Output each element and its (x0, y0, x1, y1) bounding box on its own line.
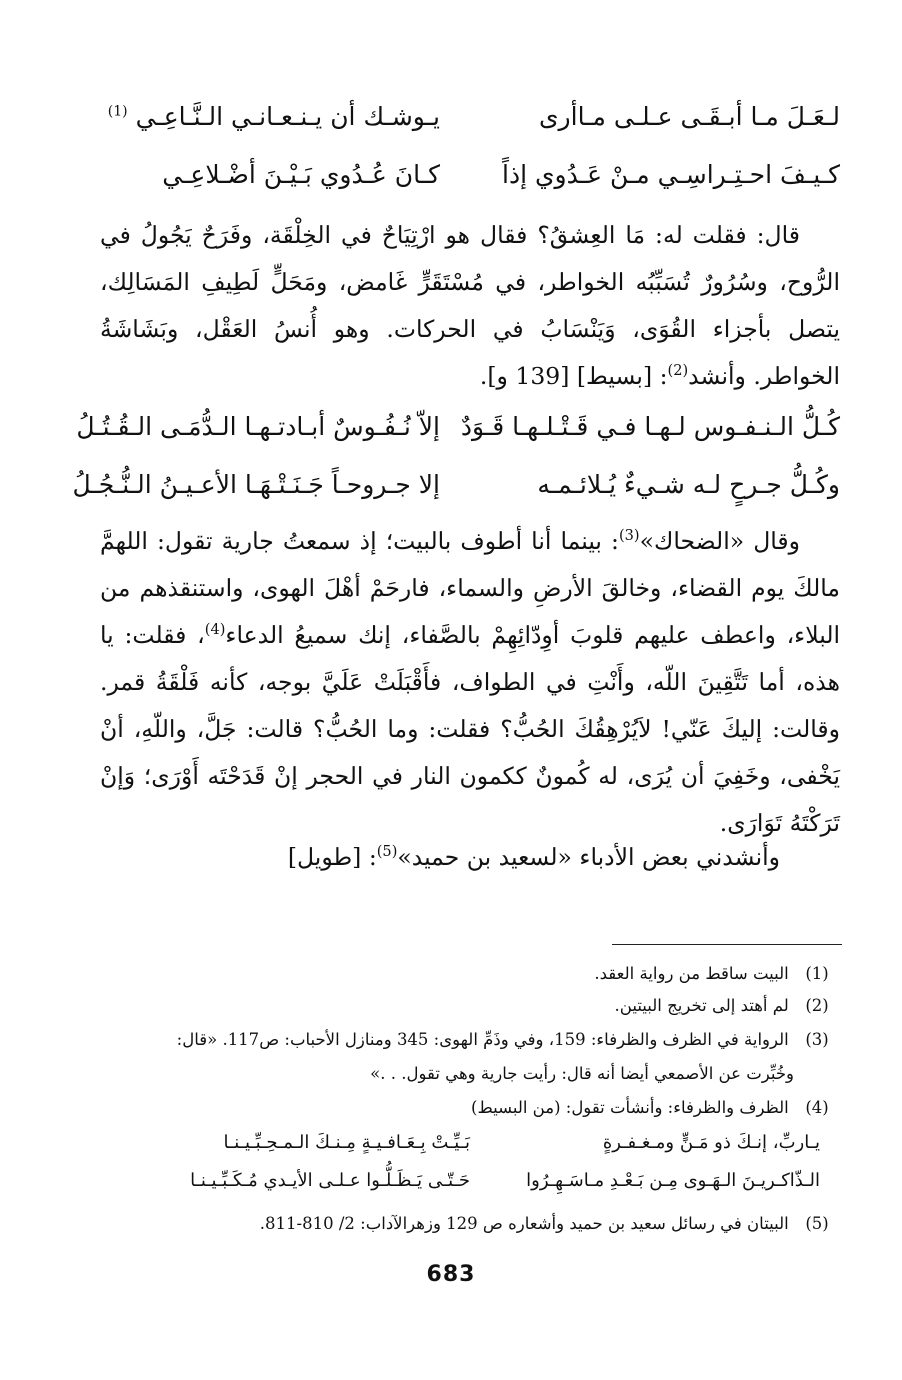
verse-hemistich: يـوشـك أن يـنـعـانـي الـنَّـاعِـي (135, 101, 440, 131)
verse-hemistich: إلاّ نُـفُـوسٌ أبـادتـهـا الـدُّمَـى الـقُـتُـلُ (76, 411, 440, 441)
footnote-number: (4) (805, 1098, 829, 1117)
footnote-ref[interactable]: (5) (376, 843, 398, 861)
verse-hemistich: يـاربِّ، إنـكَ ذو مَـنٍّ ومـغـفـرةٍ (602, 1132, 820, 1153)
footnote-ref[interactable]: (1) (107, 103, 128, 120)
verse-hemistich: كـيـفَ احـتِـراسِـي مـنْ عَـدُوي إذاً (502, 159, 840, 189)
verse-hemistich: كُـلُّ الـنـفـوس لـهـا فـي قَـتْـلـهـا قَـوَدٌ (460, 411, 840, 441)
paragraph-text: ، فقلت: يا هذه، أما تَتَّقِينَ اللّه، وأَنْتِ في الطواف، فأَقْبَلَتْ عَلَيَّ بوجه، كأنه فَلْقَةُ قمر. وقالت: إليكَ عَنّي! لاَيُرْهِقُكَ الحُبُّ؟ فقلت: وما الحُبُّ؟ قالت: جَلَّ، واللّهِ، أنْ يَخْفى، وخَفِيَ أن يُرَى، له كُمونٌ ككمون النار في الحجر إنْ قَدَحْتَه أَوْرَى؛ وَإنْ تَرَكْتَهُ تَوَارَى. (100, 621, 840, 837)
footnote-1 (100, 958, 840, 990)
verse-hemistich: الـذّاكـريـنَ الـهَـوى مِـن بَـعْـدِ مـاسَـهِـرُوا (526, 1170, 820, 1191)
verse-line-3 (76, 398, 840, 454)
verse-hemistich: حَـتّـى يَـظَـلُّـوا عـلـى الأيـدي مُـكَـبِّـيـنـا (190, 1170, 470, 1191)
verse-line-4 (72, 456, 840, 512)
footnote-3 (100, 1024, 840, 1056)
footnote-verse-1 (100, 1132, 820, 1166)
paragraph-text: وأنشدني بعض الأدباء «لسعيد بن حميد» (397, 843, 780, 871)
verse-hemistich: بَـيِّـتْ بِـعَـافـيـةٍ مِـنـكَ الـمـحِـبِّـيـنـا (223, 1132, 470, 1153)
footnote-5 (100, 1208, 840, 1240)
footnote-4 (100, 1092, 840, 1124)
paragraph-text: : [بسيط] [139 و]. (479, 362, 668, 390)
footnote-number: (1) (805, 964, 829, 983)
verse-line-2 (100, 146, 840, 202)
footnote-text: وخُبِّرت عن الأصمعي أيضا أنه قال: رأيت جارية وهي تقول. . .» (370, 1064, 794, 1083)
verse-hemistich: كـانَ عُـدُوي بَـيْـنَ أضْـلاعِـي (162, 159, 440, 189)
paragraph-2 (100, 518, 840, 847)
paragraph-text: : [طويل] (287, 843, 377, 871)
footnote-2 (100, 990, 840, 1022)
paragraph-text: قال: فقلت له: مَا العِشقُ؟ فقال هو ارْتِيَاحٌ في الخِلْقَة، وفَرَحٌ يَجُولُ في الرُّوح، وسُرُورٌ تُسَبِّبُه الخواطر، في مُسْتَقَرٍّ غَامض، ومَحَلٍّ لَطِيفِ المَسَالِك، يتصل بأجزاء القُوَى، وَيَنْسَابُ في الحركات. وهو أُنسُ العَقْل، وبَشَاشَةُ الخواطر. وأنشد (100, 221, 840, 390)
verse-line-1 (100, 88, 840, 144)
footnote-separator (612, 944, 842, 945)
footnote-text: الرواية في الظرف والظرفاء: 159، وفي وذَمِّ الهوى: 345 ومنازل الأحباب: ص117. «قال: (176, 1030, 789, 1049)
footnote-ref[interactable]: (4) (204, 621, 226, 639)
footnote-text: الظرف والظرفاء: وأنشأت تقول: (من البسيط) (471, 1098, 789, 1117)
verse-hemistich: لـعَـلَ مـا أبـقَـى عـلـى مـاأرى (538, 101, 840, 131)
footnote-text: لم أهتد إلى تخريج البيتين. (614, 996, 789, 1015)
footnote-ref[interactable]: (3) (618, 527, 640, 545)
paragraph-3 (100, 834, 840, 881)
footnote-number: (2) (805, 996, 829, 1015)
footnote-text: البيتان في رسائل سعيد بن حميد وأشعاره ص 129 وزهرالآداب: 2/ 810-811. (259, 1214, 789, 1233)
footnote-verse-2 (100, 1170, 820, 1204)
footnote-text: البيت ساقط من رواية العقد. (594, 964, 789, 983)
page-number: 683 (426, 1262, 476, 1287)
paragraph-text: وقال «الضحاك» (639, 527, 801, 555)
paragraph-1 (100, 212, 840, 400)
footnote-ref[interactable]: (2) (667, 362, 689, 380)
footnote-3-continued (100, 1058, 840, 1090)
paragraph-text: : بينما أنا أطوف بالبيت؛ إذ سمعتُ جارية تقول: اللهمَّ مالكَ يوم القضاء، وخالقَ الأرضِ والسماء، فارحَمْ أهْلَ الهوى، واستنقذهم من البلاء، واعطف عليهم قلوبَ أوِدّائِهِمْ بالصَّفاء، إنك سميعُ الدعاء (100, 527, 841, 649)
verse-hemistich: وكُـلُّ جـرحٍ لـه شـيءٌ يُـلائـمـه (537, 469, 840, 499)
footnote-number: (3) (805, 1030, 829, 1049)
verse-hemistich: إلا جـروحـاً جَـنَـتْـهَـا الأعـيـنُ الـنُّـجُـلُ (72, 469, 440, 499)
footnote-number: (5) (805, 1214, 829, 1233)
